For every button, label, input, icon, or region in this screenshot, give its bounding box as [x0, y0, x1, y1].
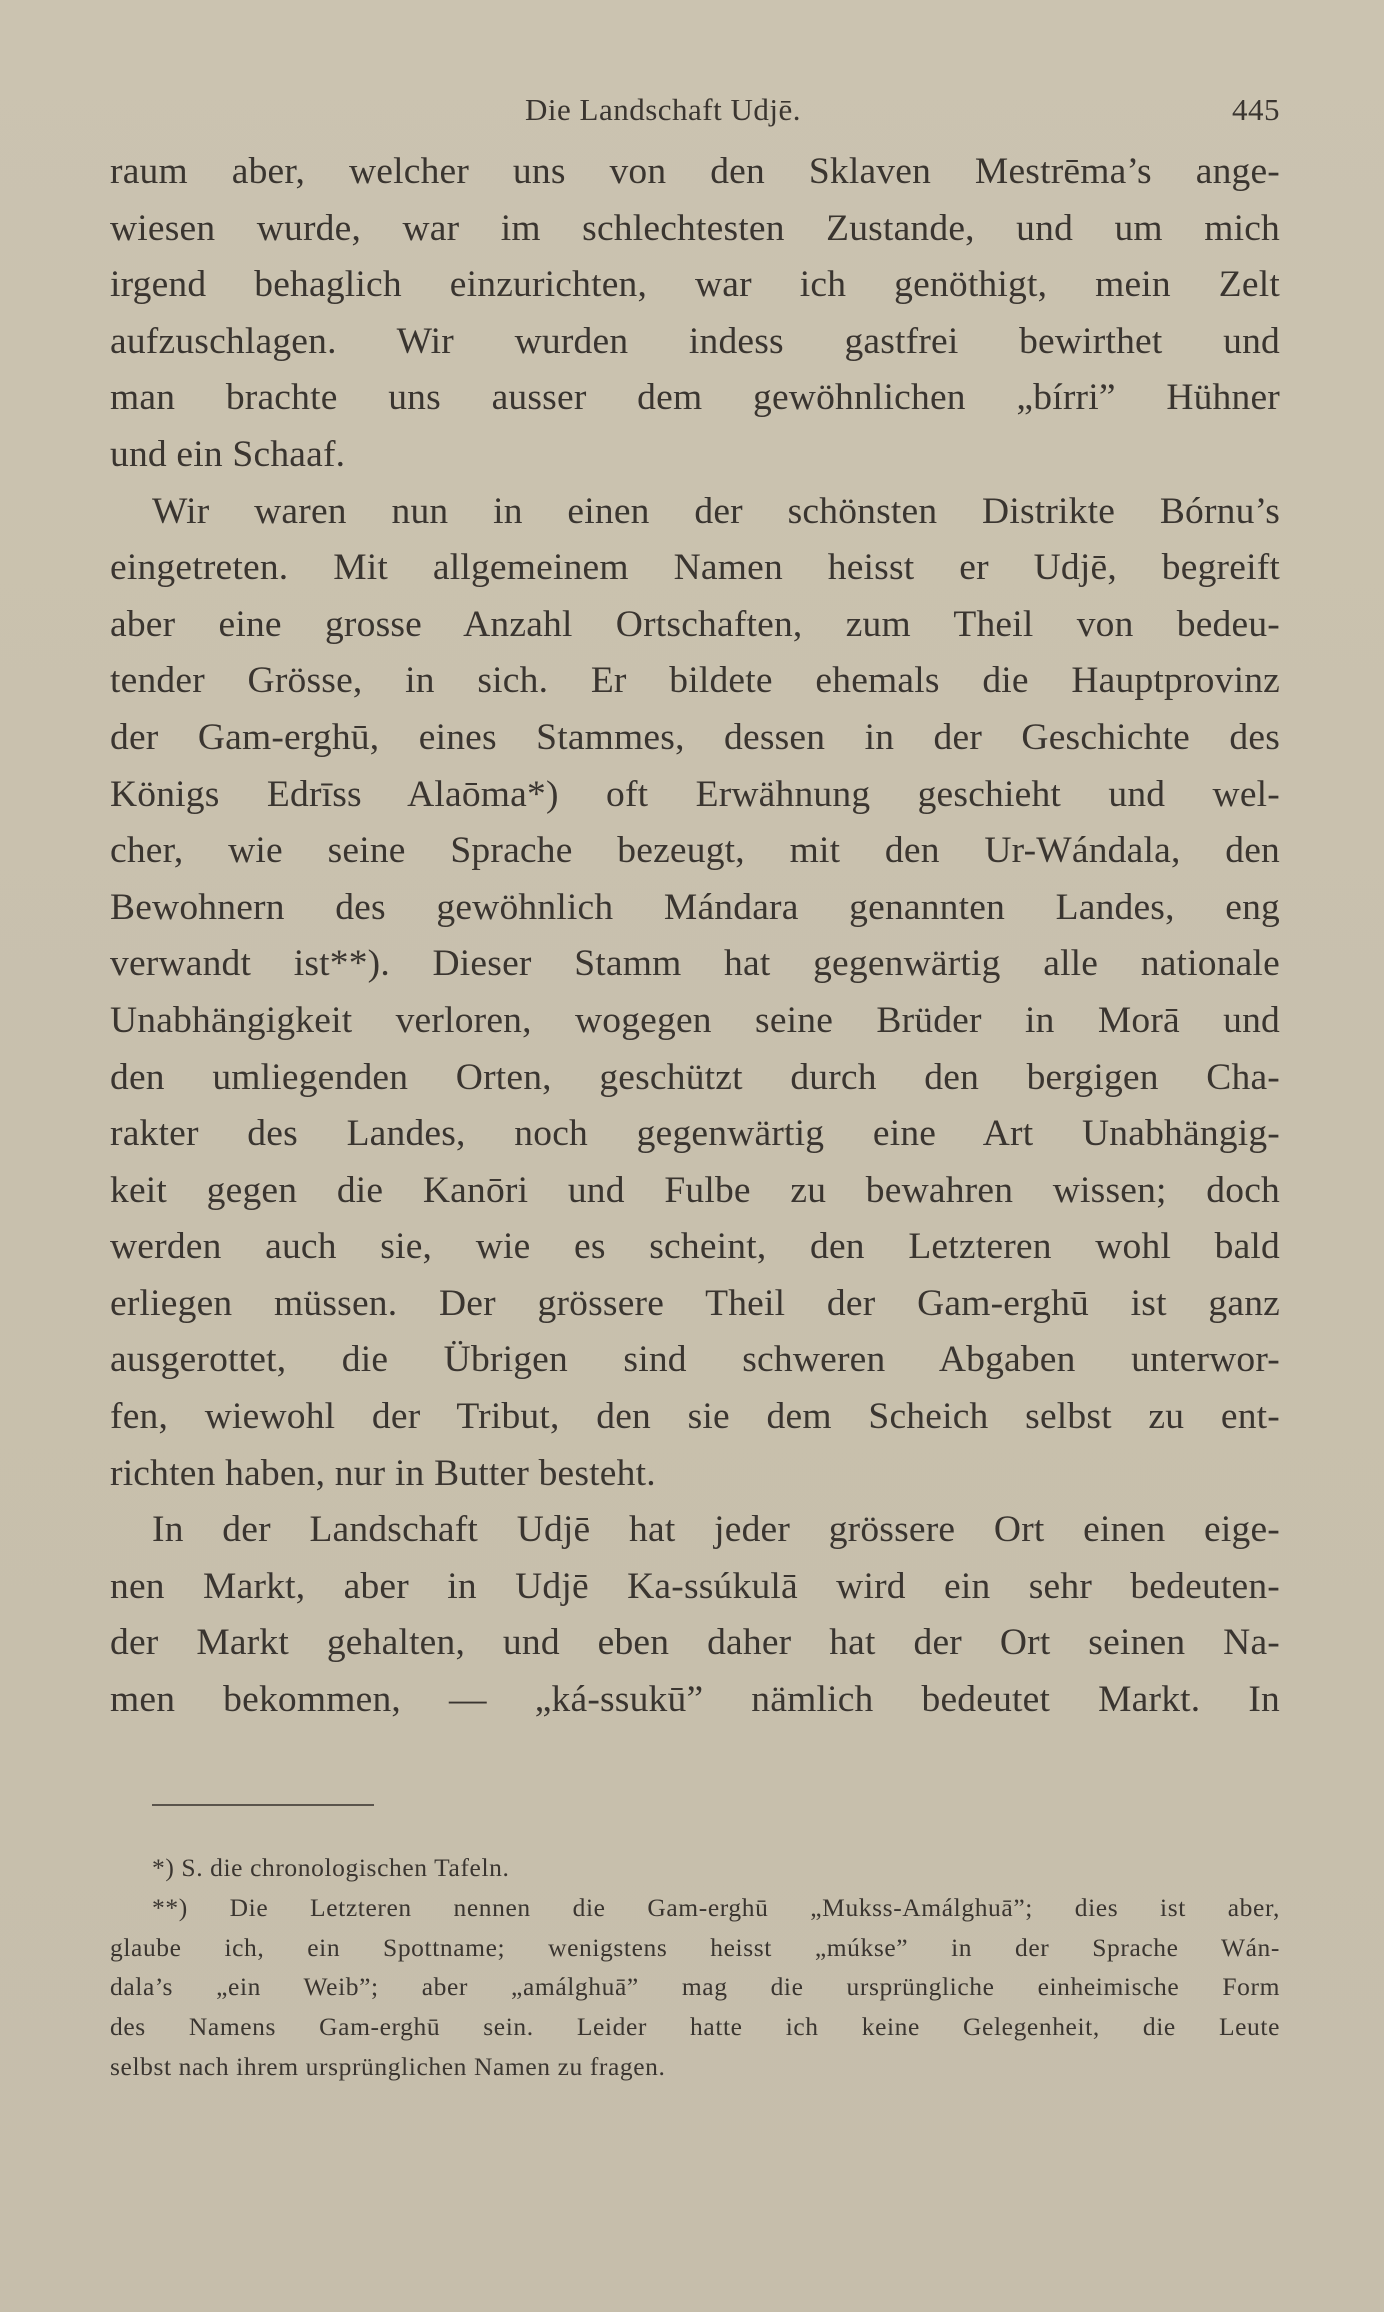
footnote-line: dala’s „ein Weib”; aber „amálghuā” mag die ursprüngliche einheimische Form [110, 1972, 1280, 2002]
running-title: Die Landschaft Udjē. [525, 92, 801, 127]
main-text [110, 144, 1280, 1729]
text-line: rakter des Landes, noch gegenwärtig eine Art Unabhängig- [110, 1113, 1280, 1155]
text-line: aufzuschlagen. Wir wurden indess gastfrei bewirthet und [110, 320, 1280, 362]
text-line: man brachte uns ausser dem gewöhnlichen „bírri” Hühner [110, 377, 1280, 419]
text-line: und ein Schaaf. [110, 433, 346, 475]
text-line: ausgerottet, die Übrigen sind schweren Abgaben unterwor- [110, 1339, 1280, 1381]
footnotes [110, 1848, 1280, 2087]
text-line: werden auch sie, wie es scheint, den Letzteren wohl bald [110, 1226, 1280, 1268]
footnote-line: glaube ich, ein Spottname; wenigstens heisst „múkse” in der Sprache Wán- [110, 1932, 1280, 1962]
text-line: fen, wiewohl der Tribut, den sie dem Scheich selbst zu ent- [110, 1396, 1280, 1438]
text-line: wiesen wurde, war im schlechtesten Zustande, und um mich [110, 207, 1280, 249]
text-line: keit gegen die Kanōri und Fulbe zu bewahren wissen; doch [110, 1169, 1280, 1211]
text-line: Unabhängigkeit verloren, wogegen seine Brüder in Morā und [110, 999, 1280, 1041]
text-line: nen Markt, aber in Udjē Ka-ssúkulā wird ein sehr bedeuten- [110, 1565, 1280, 1607]
page-header [110, 92, 1280, 132]
footnote-line: **) Die Letzteren nennen die Gam-erghū „Mukss-Amálghuā”; dies ist aber, [152, 1892, 1280, 1922]
footnote-divider [152, 1804, 374, 1806]
text-line: eingetreten. Mit allgemeinem Namen heisst er Udjē, begreift [110, 547, 1280, 589]
text-line: Königs Edrīss Alaōma*) oft Erwähnung geschieht und wel- [110, 773, 1280, 815]
text-line: raum aber, welcher uns von den Sklaven Mestrēma’s ange- [110, 151, 1280, 192]
page-number: 445 [1232, 92, 1280, 127]
text-line: der Gam-erghū, eines Stammes, dessen in der Geschichte des [110, 716, 1280, 758]
text-line: cher, wie seine Sprache bezeugt, mit den Ur-Wándala, den [110, 830, 1280, 872]
text-line: irgend behaglich einzurichten, war ich genöthigt, mein Zelt [110, 264, 1280, 306]
text-line: Wir waren nun in einen der schönsten Distrikte Bórnu’s [152, 490, 1280, 532]
text-line: verwandt ist**). Dieser Stamm hat gegenwärtig alle nationale [110, 943, 1280, 985]
text-line: richten haben, nur in Butter besteht. [110, 1452, 656, 1494]
text-line: der Markt gehalten, und eben daher hat der Ort seinen Na- [110, 1622, 1280, 1664]
footnote-line: des Namens Gam-erghū sein. Leider hatte ich keine Gelegenheit, die Leute [110, 2012, 1280, 2042]
text-line: tender Grösse, in sich. Er bildete ehemals die Hauptprovinz [110, 660, 1280, 702]
text-line: aber eine grosse Anzahl Ortschaften, zum Theil von bedeu- [110, 603, 1280, 645]
text-line: In der Landschaft Udjē hat jeder grössere Ort einen eige- [152, 1509, 1280, 1551]
text-line: men bekommen, — „ká-ssukū” nämlich bedeutet Markt. In [110, 1679, 1280, 1721]
text-line: erliegen müssen. Der grössere Theil der Gam-erghū ist ganz [110, 1282, 1280, 1324]
footnote-line: selbst nach ihrem ursprünglichen Namen zu fragen. [110, 2051, 666, 2081]
text-line: Bewohnern des gewöhnlich Mándara genannten Landes, eng [110, 886, 1280, 928]
footnote-line: *) S. die chronologischen Tafeln. [152, 1853, 510, 1882]
text-line: den umliegenden Orten, geschützt durch den bergigen Cha- [110, 1056, 1280, 1098]
